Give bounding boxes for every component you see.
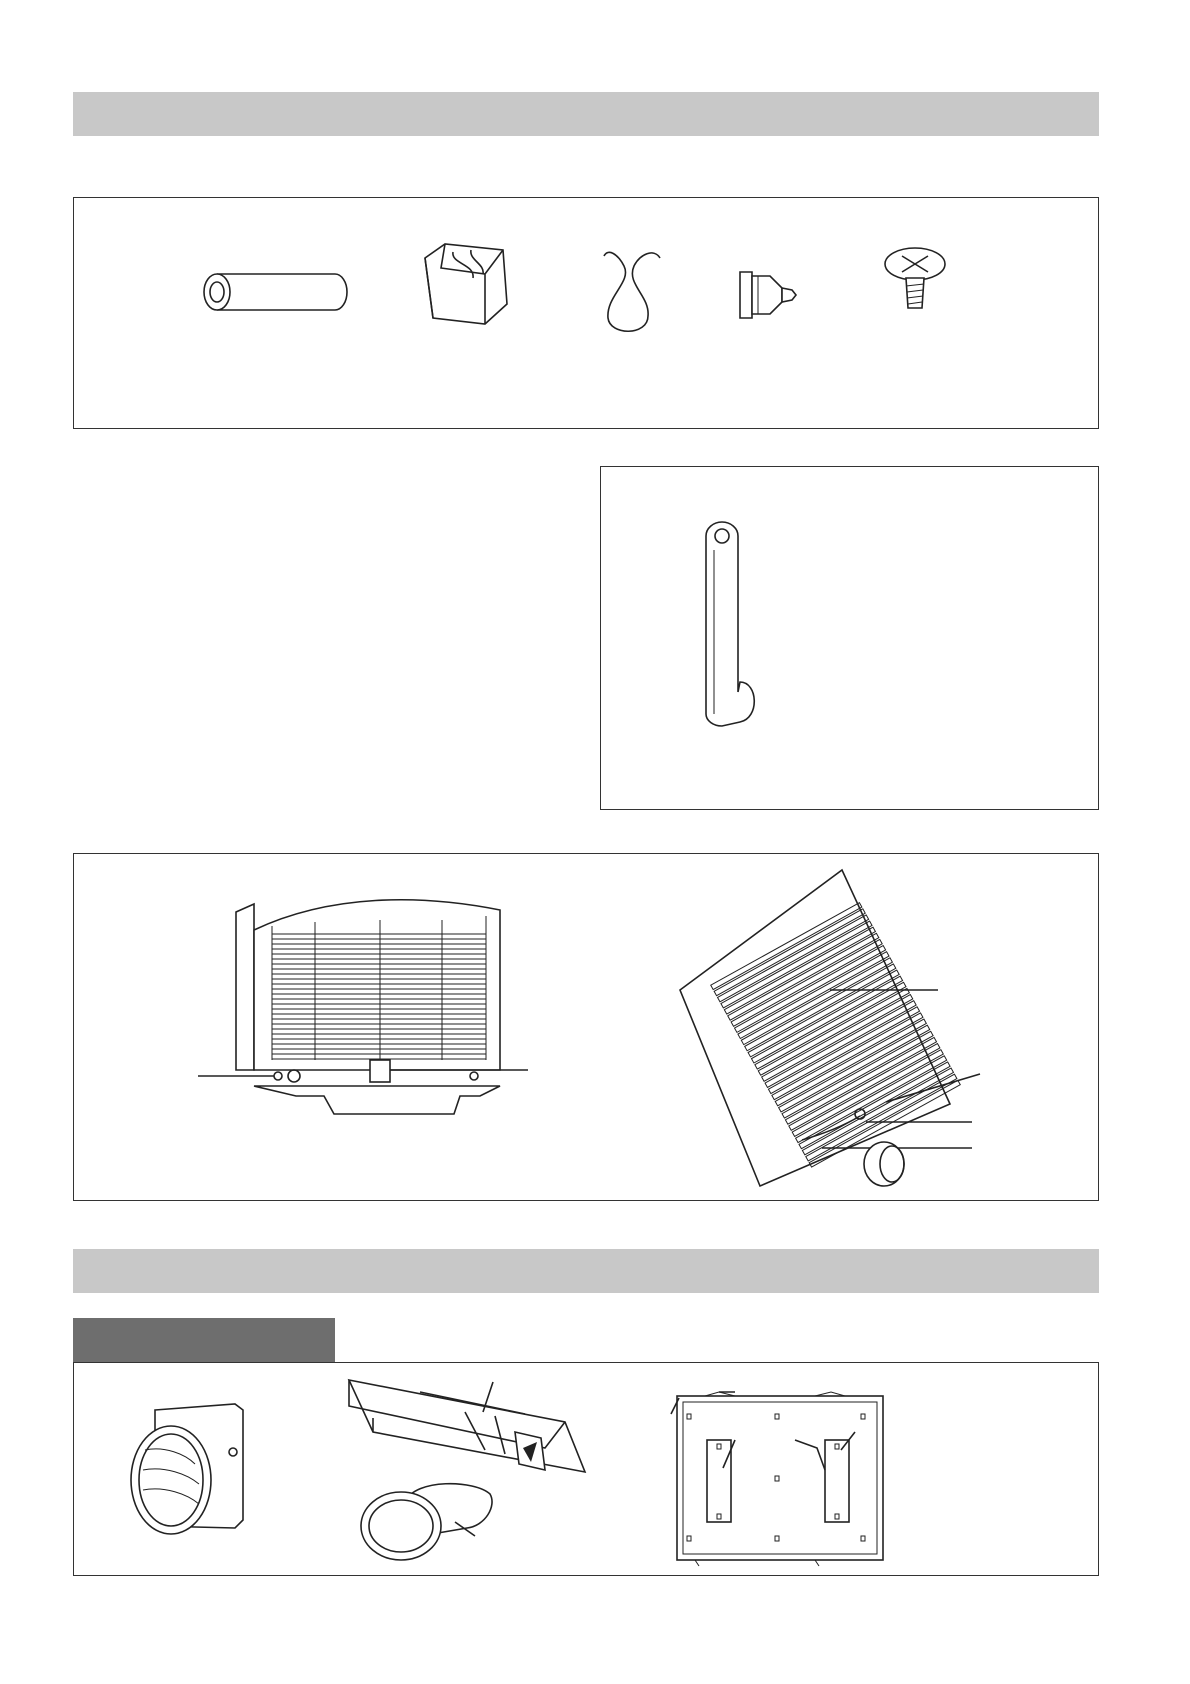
air-conditioner-rear-icon <box>210 890 540 1130</box>
exhaust-adapter-icon <box>125 1390 265 1550</box>
subsection-tab <box>73 1318 335 1362</box>
section-header-bar-bottom <box>73 1249 1099 1293</box>
screw-icon <box>882 242 948 322</box>
hose-clip-icon <box>415 238 515 328</box>
drain-tube-icon <box>195 270 360 315</box>
window-slider-with-nozzle-icon <box>345 1378 595 1568</box>
rubber-plug-icon <box>730 266 810 326</box>
support-bracket-icon <box>700 522 770 737</box>
section-header-bar-top <box>73 92 1099 136</box>
rear-grille-tilted-icon <box>680 870 1000 1200</box>
wire-tie-icon <box>598 246 668 336</box>
support-bracket-box <box>600 466 1099 810</box>
wall-plate-icon <box>665 1378 905 1568</box>
